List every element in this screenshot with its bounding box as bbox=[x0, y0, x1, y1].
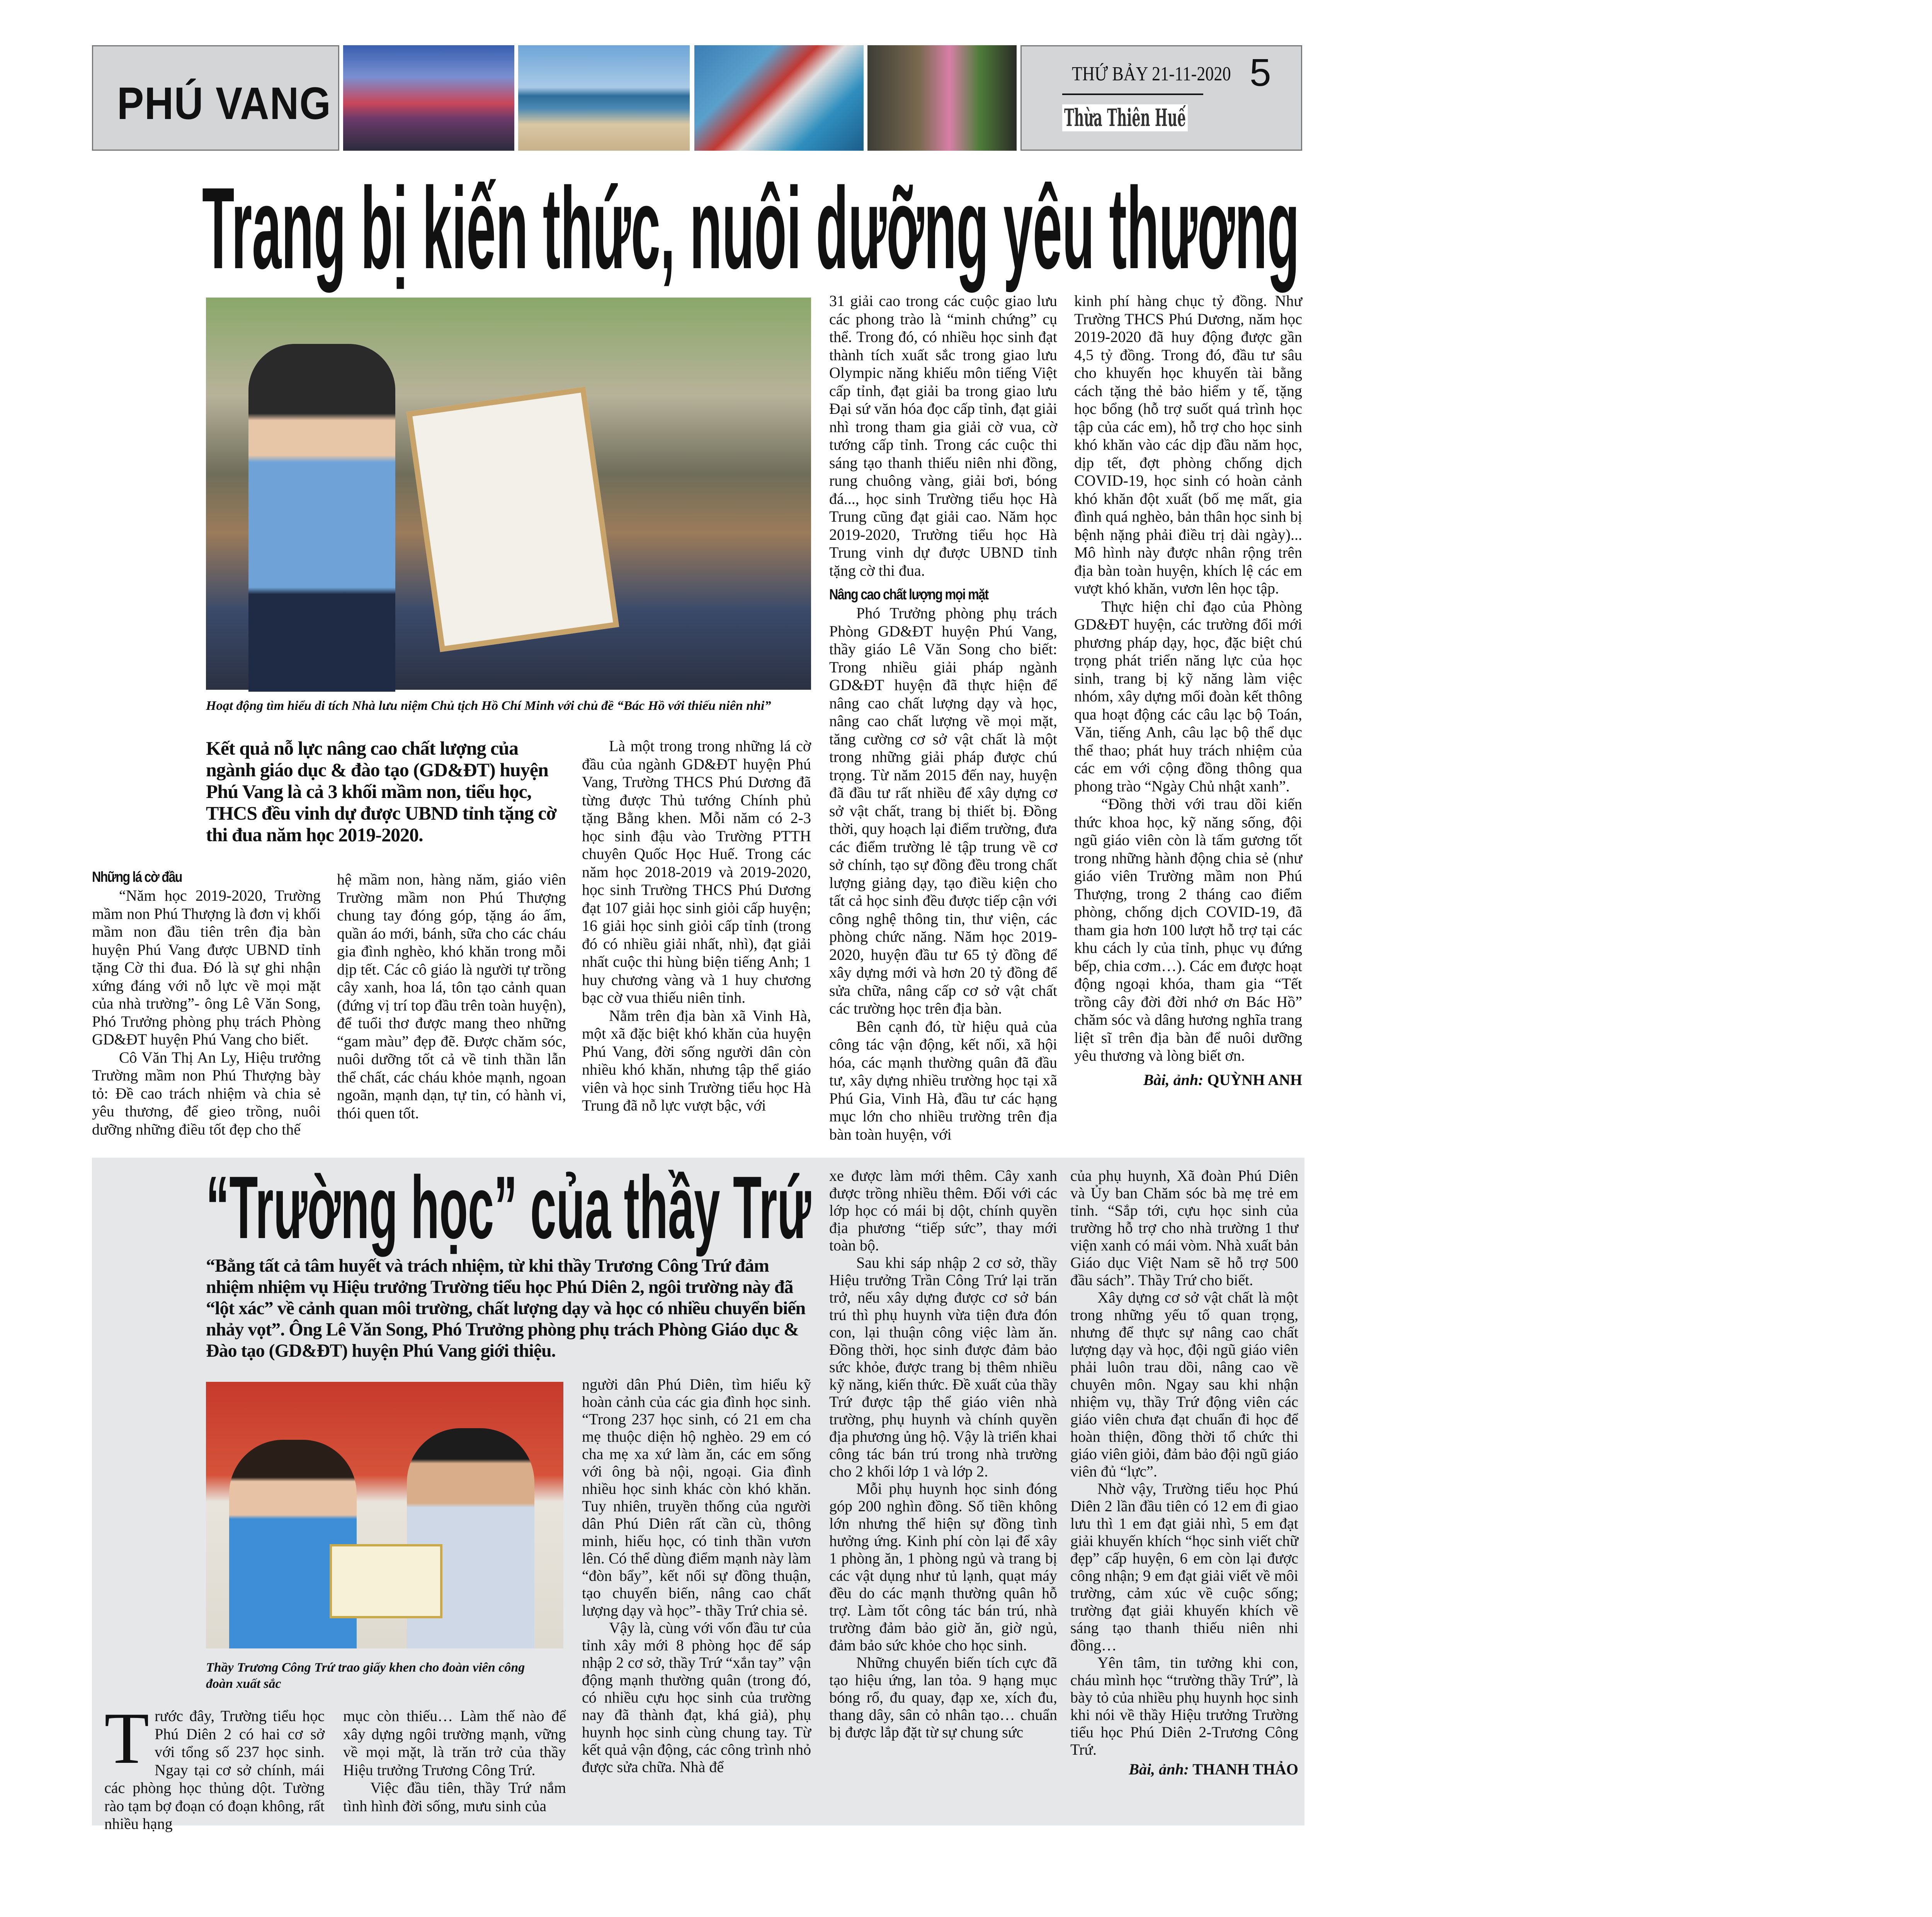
paragraph: “Đồng thời với trau dồi kiến thức khoa học, kỹ năng sống, đội ngũ giáo viên còn là tấm gương tốt trong những hành động chia sẻ (như giáo viên Trường mầm non Phú Thượng, trong 2 tháng cao điểm phòng, chống dịch COVID-19, đã tham gia hơn 100 lượt hỗ trợ tại các khu cách ly của tỉnh, phục vụ đứng bếp, chia cơm…). Các em được hoạt động ngoại khóa, tham gia “Tết trồng cây đời đời nhớ ơn Bác Hồ” chăm sóc và dâng hương nghĩa trang liệt sĩ trên địa bàn để nuôi dưỡng yêu thương và lòng biết ơn. bbox=[1074, 795, 1302, 1064]
bottom-col-4 bbox=[829, 1167, 1057, 1815]
paragraph: mục còn thiếu… Làm thế nào để xây dựng ngôi trường mạnh, vững về mọi mặt, là trăn trở của thầy Hiệu trưởng Trương Công Trứ. bbox=[343, 1707, 566, 1779]
headline-text: Trang bị kiến thức, nuôi dưỡng yêu thương bbox=[202, 163, 1299, 293]
paragraph: 31 giải cao trong các cuộc giao lưu các phong trào là “minh chứng” cụ thể. Trong đó, có nhiều học sinh đạt thành tích xuất sắc trong giao lưu Olympic năng khiếu môn tiếng Việt cấp tỉnh, đạt giải ba trong giao lưu Đại sứ văn hóa đọc cấp tỉnh, đạt giải nhì trong tham gia giải cờ vua, cờ tướng cấp tỉnh. Trong các cuộc thi sáng tạo thanh thiếu niên nhi đồng, rung chuông vàng, giải bơi, bóng đá..., học sinh Trường tiểu học Hà Trung cũng đạt giải cao. Năm học 2019-2020, Trường tiểu học Hà Trung vinh dự được UBND tỉnh tặng cờ thi đua. bbox=[829, 292, 1057, 579]
masthead-text: Thừa Thiên Huế bbox=[1064, 104, 1186, 132]
top-article-lead: Kết quả nỗ lực nâng cao chất lượng của ngành giáo dục & đào tạo (GD&ĐT) huyện Phú Vang là cả 3 khối mầm non, tiểu học, THCS đều vinh dự được UBND tỉnh tặng cờ thi đua năm học 2019-2020. bbox=[206, 737, 557, 845]
header-photo-lotus-art bbox=[867, 45, 1017, 151]
paragraph: Là một trong trong những lá cờ đầu của ngành GD&ĐT huyện Phú Vang, Trường THCS Phú Dương đã từng được Thủ tướng Chính phủ tặng Bằng khen. Mỗi năm có 2-3 học sinh đậu vào Trường PTTH chuyên Quốc Học Huế. Trong các năm học 2018-2019 và 2019-2020, học sinh Trường THCS Phú Dương đạt 107 giải học sinh giỏi cấp huyện; 16 giải học sinh giỏi cấp tỉnh (trong đó có nhiều giải nhất, nhì), đạt giải nhất cuộc thi hùng biện tiếng Anh; 1 huy chương vàng và 1 huy chương bạc cờ vua thiếu niên tỉnh. bbox=[582, 737, 811, 1006]
header-photo-festival bbox=[343, 45, 514, 151]
dateline-box bbox=[1020, 45, 1302, 151]
page-number: 5 bbox=[1250, 51, 1271, 94]
paragraph: hệ mầm non, hàng năm, giáo viên Trường mầm non Phú Thượng chung tay đóng góp, tặng áo ấm, quần áo mới, bánh, sữa cho các cháu gia đình nghèo, khó khăn trong mỗi dịp tết. Các cô giáo là người tự trồng cây xanh, hoa lá, tôn tạo cảnh quan (đứng vị trí top đầu trên toàn huyện), để tuổi thơ được mang theo những “gam màu” đẹp đẽ. Được chăm sóc, nuôi dưỡng tốt cả về tinh thần lẫn thể chất, các cháu khỏe mạnh, ngoan ngoãn, mạnh dạn, tự tin, có hành vi, thói quen tốt. bbox=[337, 871, 566, 1122]
top-article-headline bbox=[202, 163, 1299, 293]
photo-easel-board bbox=[406, 386, 619, 652]
top-col-1 bbox=[92, 867, 321, 1142]
paragraph: Sau khi sáp nhập 2 cơ sở, thầy Hiệu trưởng Trần Công Trứ lại trăn trở, nếu xây dựng được cơ sở bán trú thì phụ huynh vừa tiện đưa đón con, lại thuận công việc làm ăn. Đồng thời, học sinh được đảm bảo sức khỏe, được trang bị thêm nhiều kỹ năng, kiến thức. Đề xuất của thầy Trứ được tập thể giáo viên nhà trường, phụ huynh và chính quyền địa phương ủng hộ. Vậy là triển khai công tác bán trú trong nhà trường cho 2 khối lớp 1 và lớp 2. bbox=[829, 1254, 1057, 1480]
bottom-col-1 bbox=[104, 1698, 325, 1832]
paragraph: xe được làm mới thêm. Cây xanh được trồng nhiều thêm. Đối với các lớp học có mái bị dột, chính quyền địa phương “tiếp sức”, thay mới toàn bộ. bbox=[829, 1167, 1057, 1254]
top-col-3 bbox=[582, 737, 811, 1141]
top-byline bbox=[1074, 1070, 1302, 1090]
issue-date: THỨ BẢY 21-11-2020 bbox=[1072, 63, 1231, 85]
top-article-photo bbox=[206, 298, 811, 690]
subhead-nang-cao-chat-luong: Nâng cao chất lượng mọi mặt bbox=[829, 587, 988, 603]
photo-certificate bbox=[330, 1544, 442, 1618]
photo-student bbox=[248, 344, 395, 692]
byline-author: QUỲNH ANH bbox=[1207, 1071, 1302, 1089]
section-name: PHÚ VANG bbox=[117, 78, 332, 129]
byline-label: Bài, ảnh: bbox=[1143, 1071, 1204, 1089]
bottom-byline bbox=[1070, 1760, 1298, 1779]
bottom-col-5 bbox=[1070, 1167, 1298, 1820]
paragraph: Mỗi phụ huynh học sinh đóng góp 200 nghìn đồng. Số tiền không lớn nhưng thể hiện sự đồng tình hưởng ứng. Kinh phí còn lại để xây 1 phòng ăn, 1 phòng ngủ và trang bị các vật dụng như tủ lạnh, quạt máy đều do các mạnh thường quân hỗ trợ. Làm tốt công tác bán trú, nhà trường đảm bảo giờ ăn, giờ ngủ, đảm bảo sức khỏe cho học sinh. bbox=[829, 1480, 1057, 1654]
bottom-col-2 bbox=[343, 1707, 566, 1815]
subhead-nhung-la-co-dau: Những lá cờ đầu bbox=[92, 869, 182, 885]
paragraph: Phó Trưởng phòng phụ trách Phòng GD&ĐT huyện Phú Vang, thầy giáo Lê Văn Song cho biết: Trong nhiều giải pháp ngành GD&ĐT huyện đã thực hiện để nâng cao chất lượng dạy và học, nâng cao chất lượng về mọi mặt, tăng cường cơ sở vật chất là một trong những giải pháp được chú trọng. Từ năm 2015 đến nay, huyện đã đầu tư rất nhiều để xây dựng cơ sở vật chất, trang bị thiết bị. Đồng thời, quy hoạch lại điểm trường, đưa các điểm trường lẻ tập trung về cơ sở chính, tạo sự đồng đều trong chất lượng giảng dạy, tạo điều kiện cho tất cả học sinh đều được tiếp cận với công nghệ thông tin, thư viện, các phòng chức năng. Năm học 2019-2020, huyện đầu tư 65 tỷ đồng để xây dựng mới và hơn 20 tỷ đồng để sửa chữa, nâng cấp cơ sở vật chất các trường học trên địa bàn. bbox=[829, 604, 1057, 1017]
paragraph: Nằm trên địa bàn xã Vinh Hà, một xã đặc biệt khó khăn của huyện Phú Vang, đời sống người dân còn nhiều khó khăn, nhưng tập thể giáo viên và học sinh Trường tiểu học Hà Trung đã nỗ lực vượt bậc, với bbox=[582, 1007, 811, 1114]
paragraph: Nhờ vậy, Trường tiểu học Phú Diên 2 lần đầu tiên có 12 em đi giao lưu thì 1 em đạt giải nhì, 5 em đạt giải khuyến khích “học sinh viết chữ đẹp” cấp huyện, 6 em còn lại được công nhận; 9 em đạt giải viết về môi trường, cảm xúc về cuộc sống; trường đạt giải khuyến khích về sáng tạo thanh thiếu niên nhi đồng… bbox=[1070, 1480, 1298, 1654]
dateline-rule bbox=[1062, 94, 1203, 95]
paragraph: người dân Phú Diên, tìm hiểu kỹ hoàn cảnh của các gia đình học sinh. “Trong 237 học sinh, có 21 em cha mẹ thuộc diện hộ nghèo. 29 em có cha mẹ xa xứ làm ăn, các em sống với ông bà nội, ngoại. Gia đình nhiều học sinh khác còn khó khăn. Tuy nhiên, truyền thống của người dân Phú Diên rất cần cù, thông minh, hiếu học, có tinh thần vươn lên. Có thể dùng điểm mạnh này làm “đòn bẩy”, kết nối sự đồng thuận, tạo chuyển biến, nâng cao chất lượng dạy và học”- thầy Trứ chia sẻ. bbox=[582, 1376, 811, 1619]
drop-cap: T bbox=[104, 1698, 150, 1779]
paragraph: Xây dựng cơ sở vật chất là một trong những yếu tố quan trọng, nhưng để thực sự nâng cao chất lượng dạy và học, đội ngũ giáo viên phải luôn trau dồi, nâng cao về chuyên môn. Ngay sau khi nhận nhiệm vụ, thầy Trứ động viên các giáo viên chưa đạt chuẩn đi học để hoàn thiện, đồng thời tổ chức thi giáo viên giỏi, đảm bảo đội ngũ giáo viên đủ “lực”. bbox=[1070, 1289, 1298, 1480]
byline-author: THANH THẢO bbox=[1192, 1761, 1298, 1778]
section-header-box bbox=[92, 45, 339, 151]
byline-label: Bài, ảnh: bbox=[1129, 1761, 1189, 1778]
bottom-article-headline bbox=[206, 1158, 811, 1257]
paragraph: Việc đầu tiên, thầy Trứ nắm tình hình đời sống, mưu sinh của bbox=[343, 1779, 566, 1815]
bottom-article-lead: “Bằng tất cả tâm huyết và trách nhiệm, từ khi thầy Trương Công Trứ đảm nhiệm nhiệm vụ Hiệu trưởng Trường tiểu học Phú Diên 2, ngôi trường này đã “lột xác” về cảnh quan môi trường, chất lượng dạy và học có nhiều chuyển biến nhảy vọt”. Ông Lê Văn Song, Phó Trưởng phòng phụ trách Phòng Giáo dục & Đào tạo (GD&ĐT) huyện Phú Vang giới thiệu. bbox=[206, 1255, 806, 1361]
paragraph: Bên cạnh đó, từ hiệu quả của công tác vận động, kết nối, xã hội hóa, các mạnh thường quân đã đầu tư, xây dựng nhiều trường học tại xã Phú Gia, Vinh Hà, đầu tư các hạng mục lớn cho nhiều trường trên địa bàn toàn huyện, với bbox=[829, 1017, 1057, 1143]
paragraph: Vậy là, cùng với vốn đầu tư của tỉnh xây mới 8 phòng học để sáp nhập 2 cơ sở, thầy Trứ “xắn tay” vận động mạnh thường quân (trong đó, có nhiều cựu học sinh của trường nay đã thành đạt, khá giả), phụ huynh học sinh cùng chung tay. Từ kết quả vận động, các công trình nhỏ được sửa chữa. Nhà để bbox=[582, 1619, 811, 1776]
paragraph: Yên tâm, tin tưởng khi con, cháu mình học “trường thầy Trứ”, là bày tỏ của nhiều phụ huynh học sinh khi nói về thầy Hiệu trưởng Trường tiểu học Phú Diên 2-Trương Công Trứ. bbox=[1070, 1654, 1298, 1758]
bottom-col-3-body bbox=[582, 1376, 811, 1815]
header-photo-beach bbox=[518, 45, 690, 151]
paragraph: “Năm học 2019-2020, Trường mầm non Phú Thượng là đơn vị khối mầm non đầu tiên trên địa bàn huyện Phú Vang được UBND tỉnh tặng Cờ thi đua. Đó là sự ghi nhận xứng đáng với nỗ lực về mọi mặt của nhà trường”- ông Lê Văn Song, Phó Trưởng phòng phụ trách Phòng GD&ĐT huyện Phú Vang cho biết. bbox=[92, 887, 321, 1048]
paragraph: Thực hiện chỉ đạo của Phòng GD&ĐT huyện, các trường đổi mới phương pháp dạy, học, đặc biệt chú trọng phát triển năng lực của học sinh, trang bị kỹ năng làm việc nhóm, xây dựng mối đoàn kết thông qua hoạt động các câu lạc bộ Toán, Văn, tiếng Anh, câu lạc bộ thể dục thể thao; phát huy trách nhiệm của các em với cộng đồng thông qua phong trào “Ngày Chủ nhật xanh”. bbox=[1074, 597, 1302, 795]
paragraph: Cô Văn Thị An Ly, Hiệu trưởng Trường mầm non Phú Thượng bày tỏ: Đề cao trách nhiệm và chia sẻ yêu thương, để gieo trồng, nuôi dưỡng những điều tốt đẹp cho thế bbox=[92, 1048, 321, 1138]
paragraph: Những chuyển biến tích cực đã tạo hiệu ứng, lan tỏa. 9 hạng mục bóng rổ, đu quay, đạp xe, xích đu, thang dây, sân cỏ nhân tạo… chuẩn bị được lắp đặt từ sự chung sức bbox=[829, 1654, 1057, 1741]
paragraph: kinh phí hàng chục tỷ đồng. Như Trường THCS Phú Dương, năm học 2019-2020 đã huy động được gần 4,5 tỷ đồng. Trong đó, đầu tư sâu cho khuyến học khuyến tài bằng cách tặng thẻ bảo hiểm y tế, tặng học bổng (hỗ trợ suốt quá trình học tập của các em), hỗ trợ cho học sinh khó khăn vào các dịp đầu năm học, dịp tết, đợt phòng chống dịch COVID-19, học sinh có hoàn cảnh khó khăn đột xuất (bố mẹ mất, gia đình quá nghèo, bản thân học sinh bị bệnh nặng phải điều trị dài ngày)... Mô hình này được nhân rộng trên địa bàn toàn huyện, khích lệ các em vượt khó khăn, vươn lên học tập. bbox=[1074, 292, 1302, 597]
headline-text: “Trường học” của thầy Trứ bbox=[206, 1158, 811, 1257]
paragraph: của phụ huynh, Xã đoàn Phú Diên và Ủy ban Chăm sóc bà mẹ trẻ em tỉnh. “Sắp tới, cựu học sinh của trường hỗ trợ cho nhà trường 1 thư viện xanh có mái vòm. Nhà xuất bản Giáo dục Việt Nam sẽ hỗ trợ 500 đầu sách”. Thầy Trứ cho biết. bbox=[1070, 1167, 1298, 1289]
bottom-photo-caption: Thầy Trương Công Trứ trao giấy khen cho đoàn viên công đoàn xuất sắc bbox=[206, 1660, 525, 1691]
top-col-2 bbox=[337, 871, 566, 1141]
masthead-logo bbox=[1062, 104, 1188, 131]
header-photo-boats bbox=[694, 45, 864, 151]
top-col-4 bbox=[829, 292, 1057, 1141]
top-col-5 bbox=[1074, 292, 1302, 1141]
bottom-article-photo bbox=[206, 1382, 563, 1648]
paragraph: rước đây, Trường tiểu học Phú Diên 2 có hai cơ sở với tổng số 237 học sinh. Ngay tại cơ sở chính, mái các phòng học thủng dột. Tường rào tạm bợ đoạn có đoạn không, rất nhiều hạng bbox=[104, 1707, 325, 1832]
top-photo-caption: Hoạt động tìm hiểu di tích Nhà lưu niệm Chủ tịch Hồ Chí Minh với chủ đề “Bác Hồ với thiếu niên nhi” bbox=[206, 699, 771, 713]
